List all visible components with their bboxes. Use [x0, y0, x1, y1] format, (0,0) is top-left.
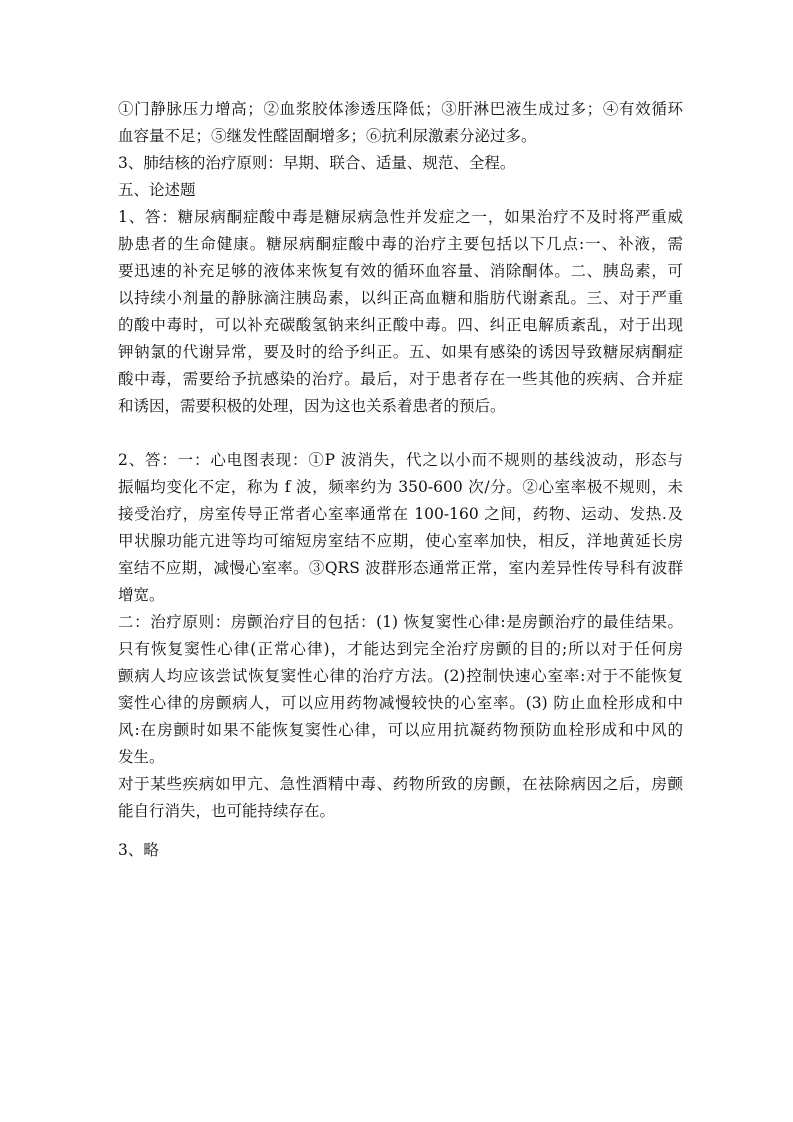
answer2-part1	[118, 447, 683, 609]
paragraph-line: 风:在房颤时如果不能恢复窦性心律，可以应用抗凝药物预防血栓形成和中风的	[118, 721, 683, 739]
paragraph-line: 只有恢复窦性心律(正常心律)，才能达到完全治疗房颤的目的;所以对于任何房	[118, 640, 683, 658]
paragraph-line: 发生。	[118, 748, 165, 766]
answer1-paragraph	[118, 204, 683, 420]
paragraph-line: 的酸中毒时，可以补充碳酸氢钠来纠正酸中毒。四、纠正电解质紊乱，对于出现	[118, 316, 683, 334]
paragraph-line: 室结不应期，减慢心室率。③QRS 波群形态通常正常，室内差异性传导科有波群	[118, 559, 683, 577]
paragraph-line: 以持续小剂量的静脉滴注胰岛素，以纠正高血糖和脂肪代谢紊乱。三、对于严重	[118, 289, 683, 307]
blank-line	[118, 420, 683, 447]
section4-item3: 3、肺结核的治疗原则：早期、联合、适量、规范、全程。	[118, 154, 516, 172]
paragraph-line: 对于某些疾病如甲亢、急性酒精中毒、药物所致的房颤，在祛除病因之后，房颤	[118, 775, 683, 793]
paragraph-line: 酸中毒，需要给予抗感染的治疗。最后，对于患者存在一些其他的疾病、合并症	[118, 370, 683, 388]
paragraph-line: 2、答：一：心电图表现：①P 波消失，代之以小而不规则的基线波动，形态与	[118, 451, 683, 469]
blank-line	[118, 825, 683, 837]
paragraph-line: 钾钠氯的代谢异常，要及时的给予纠正。五、如果有感染的诱因导致糖尿病酮症	[118, 343, 683, 361]
paragraph-line: 窦性心律的房颤病人，可以应用药物减慢较快的心室率。(3) 防止血栓形成和中	[118, 694, 683, 712]
paragraph-line: 甲状腺功能亢进等均可缩短房室结不应期，使心室率加快，相反，洋地黄延长房	[118, 532, 683, 550]
paragraph-line: 增宽。	[118, 586, 165, 604]
paragraph-line: 二：治疗原则：房颤治疗目的包括：(1) 恢复窦性心律:是房颤治疗的最佳结果。	[118, 613, 683, 631]
paragraph-line: 胁患者的生命健康。糖尿病酮症酸中毒的治疗主要包括以下几点:一、补液，需	[118, 235, 683, 253]
paragraph-line: 1、答：糖尿病酮症酸中毒是糖尿病急性并发症之一，如果治疗不及时将严重威	[118, 208, 683, 226]
paragraph-line: 和诱因，需要积极的处理，因为这也关系着患者的预后。	[118, 397, 506, 415]
section5-heading: 五、论述题	[118, 181, 196, 199]
document-page	[118, 96, 683, 864]
answer3: 3、略	[118, 841, 159, 859]
answer2-part3	[118, 771, 683, 825]
paragraph-line: 接受治疗，房室传导正常者心室率通常在 100-160 之间，药物、运动、发热.及	[118, 505, 683, 523]
answer2-part2	[118, 609, 683, 771]
paragraph-line: 颤病人均应该尝试恢复窦性心律的治疗方法。(2)控制快速心室率:对于不能恢复	[118, 667, 683, 685]
paragraph-line: 能自行消失，也可能持续存在。	[118, 802, 336, 820]
section4-item2	[118, 96, 683, 150]
paragraph-line: ①门静脉压力增高；②血浆胶体渗透压降低；③肝淋巴液生成过多；④有效循环	[118, 100, 683, 118]
paragraph-line: 振幅均变化不定，称为 f 波，频率约为 350-600 次/分。②心室率极不规则，未	[118, 478, 683, 496]
paragraph-line: 要迅速的补充足够的液体来恢复有效的循环血容量、消除酮体。二、胰岛素，可	[118, 262, 683, 280]
paragraph-line: 血容量不足；⑤继发性醛固酮增多；⑥抗利尿激素分泌过多。	[118, 127, 537, 145]
